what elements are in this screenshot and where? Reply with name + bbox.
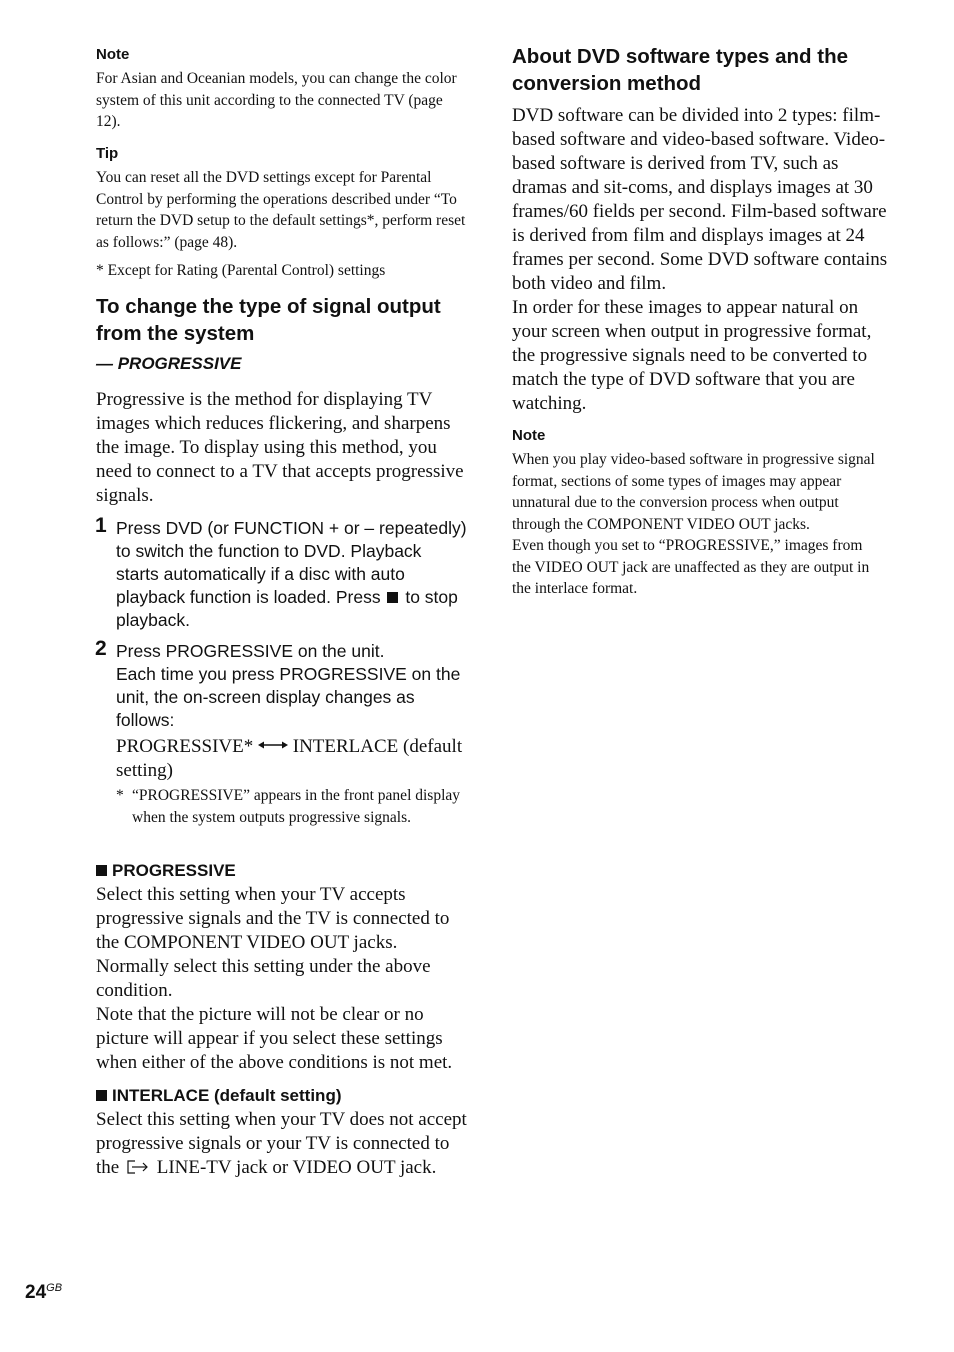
section-title-progressive: To change the type of signal output from the system <box>96 295 441 345</box>
stop-square-icon <box>387 592 398 603</box>
note-text: For Asian and Oceanian models, you can change the color system of this unit according to the connected TV (page 12). <box>96 70 457 131</box>
page-number <box>25 1282 62 1304</box>
cycle-note-mark: * <box>116 787 124 804</box>
jack-input-icon <box>126 1159 150 1175</box>
section-subtitle: — PROGRESSIVE <box>96 354 242 373</box>
intro-paragraph: Progressive is the method for displaying TV images which reduces flickering, and sharpens the image. To display using this method, you need to connect to a TV that accepts progressive signals. <box>96 389 464 506</box>
option-progressive-label: PROGRESSIVE <box>112 861 236 880</box>
note-heading: Note <box>96 46 130 63</box>
square-bullet-icon <box>96 1090 107 1101</box>
right-note-text-2: Even though you set to “PROGRESSIVE,” images from the VIDEO OUT jack are unaffected as they are output in the interlace format. <box>512 537 870 598</box>
tip-heading: Tip <box>96 145 119 162</box>
right-note-heading: Note <box>512 427 546 444</box>
option-interlace-text-b: LINE-TV jack or VIDEO OUT jack. <box>156 1157 437 1178</box>
page-number-suffix: GB <box>46 1282 63 1294</box>
step-2-line1: Press PROGRESSIVE on the unit. <box>116 641 385 661</box>
square-bullet-icon <box>96 865 107 876</box>
tip-footnote: * Except for Rating (Parental Control) settings <box>96 262 386 279</box>
option-interlace-heading <box>96 1086 342 1106</box>
step-1-text-a: Press DVD (or FUNCTION + or – repeatedly) to switch the function to DVD. Playback starts automatically if a disc with auto playback function is loaded. Press <box>116 518 467 607</box>
right-note-text-1: When you play video-based software in progressive signal format, sections of some types of images may appear unnatural due to the conversion process when output through the COMPONENT VIDEO OUT jacks. <box>512 451 875 534</box>
step-1-text <box>116 517 468 632</box>
cycle-progressive: PROGRESSIVE* <box>116 736 254 757</box>
option-interlace-text-a: Select this setting when your TV does not accept progressive signals or your TV is connected to the <box>96 1109 467 1178</box>
option-interlace-text <box>96 1108 468 1180</box>
tip-text: You can reset all the DVD settings except for Parental Control by performing the operations described under “To return the DVD setup to the default settings*, perform reset as follows:” (page 48). <box>96 169 466 252</box>
cycle-note: “PROGRESSIVE” appears in the front panel display when the system outputs progressive signals. <box>132 787 461 826</box>
step-2-number: 2 <box>95 637 107 660</box>
page-number-value: 24 <box>25 1282 47 1303</box>
option-progressive-text: Select this setting when your TV accepts progressive signals and the TV is connected to the COMPONENT VIDEO OUT jacks. Normally select this setting under the above condition. <box>96 884 450 1001</box>
dvd-software-paragraph-2: In order for these images to appear natural on your screen when output in progressive format, the progressive signals need to be converted to match the type of DVD software that you are watching. <box>512 297 872 414</box>
section-title-dvd-software: About DVD software types and the conversion method <box>512 45 849 95</box>
display-cycle <box>116 735 468 783</box>
cycle-interlace: INTERLACE (default setting) <box>116 736 463 781</box>
double-arrow-icon <box>258 740 288 750</box>
option-interlace-label: INTERLACE (default setting) <box>112 1086 342 1105</box>
option-progressive-note: Note that the picture will not be clear or no picture will appear if you select these settings when either of the above conditions is not met. <box>96 1004 453 1073</box>
step-2-line2: Each time you press PROGRESSIVE on the unit, the on-screen display changes as follows: <box>116 664 461 730</box>
option-progressive-heading <box>96 861 236 881</box>
dvd-software-paragraph-1: DVD software can be divided into 2 types: film-based software and video-based software. Video-based software is derived from TV, such as dramas and sit-coms, and displays images at 30 frames/60 fields per second. Film-based software is derived from film and displays images at 24 frames per second. Some DVD software contains both video and film. <box>512 105 888 294</box>
step-1-text-b: to stop playback. <box>116 587 458 630</box>
step-1-number: 1 <box>95 514 107 537</box>
